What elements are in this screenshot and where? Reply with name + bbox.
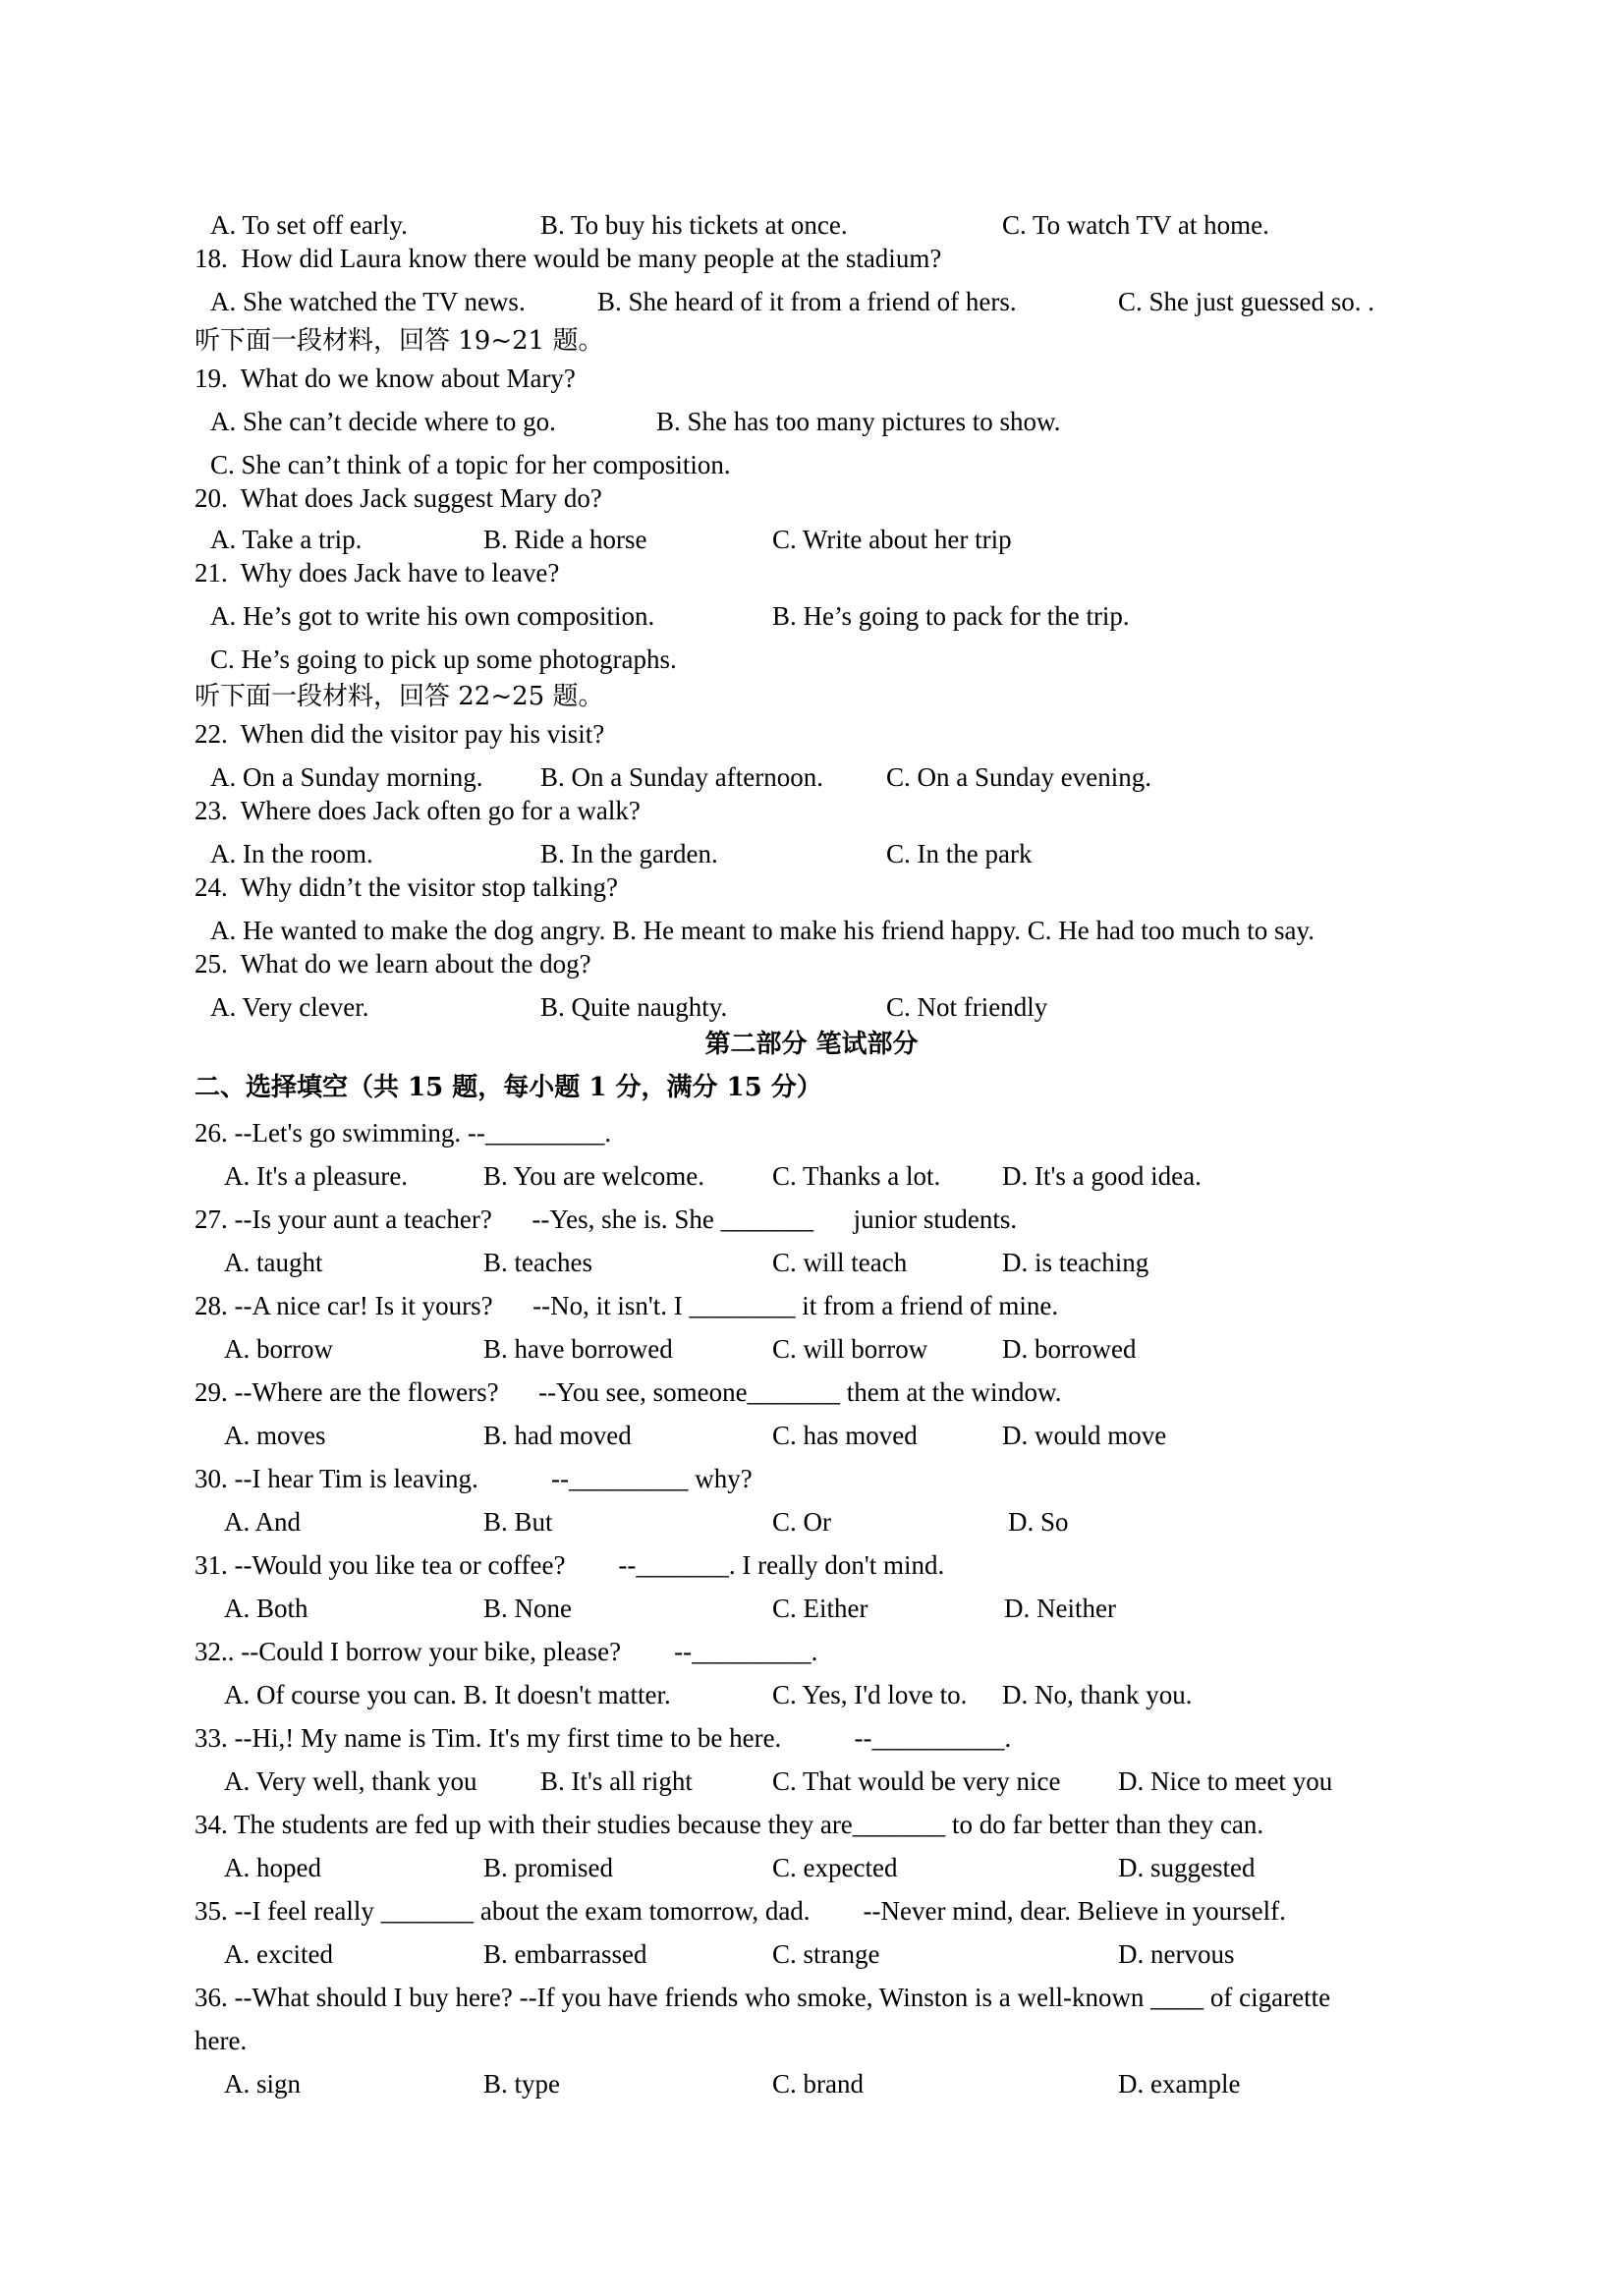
q21-option-b: B. He’s going to pack for the trip.: [772, 601, 1130, 631]
q18-option-a: A. She watched the TV news.: [210, 287, 526, 316]
q36-stem: 36. --What should I buy here? --If you have friends who smoke, Winston is a well-known ____ of cigarette: [195, 1983, 1331, 2012]
q34-option-d: D. suggested: [1118, 1853, 1256, 1882]
q26-option-a: A. It's a pleasure.: [224, 1161, 409, 1191]
q25-option-b: B. Quite naughty.: [540, 992, 728, 1022]
q17-option-b: B. To buy his tickets at once.: [540, 210, 848, 240]
q29-option-c: C. has moved: [772, 1421, 918, 1450]
q34-option-b: B. promised: [483, 1853, 613, 1882]
q29-option-d: D. would move: [1002, 1421, 1167, 1450]
section-19-21-instruction: 听下面一段材料，回答 19~21 题。: [195, 326, 604, 356]
q22-option-c: C. On a Sunday evening.: [886, 762, 1151, 792]
q35-stem: 35. --I feel really _______ about the exam tomorrow, dad. --Never mind, dear. Believe in yourself.: [195, 1896, 1286, 1926]
q27-stem: 27. --Is your aunt a teacher? --Yes, she is. She _______ junior students.: [195, 1204, 1018, 1234]
q31-stem: 31. --Would you like tea or coffee? --_______. I really don't mind.: [195, 1550, 945, 1580]
q26-option-d: D. It's a good idea.: [1002, 1161, 1202, 1191]
q35-option-a: A. excited: [224, 1939, 333, 1969]
q28-option-c: C. will borrow: [772, 1334, 928, 1364]
q36-option-b: B. type: [483, 2069, 560, 2099]
q20-option-c: C. Write about her trip: [772, 525, 1012, 554]
q26-stem: 26. --Let's go swimming. --_________.: [195, 1118, 612, 1148]
q26-option-c: C. Thanks a lot.: [772, 1161, 941, 1191]
q31-option-a: A. Both: [224, 1594, 308, 1623]
q30-option-a: A. And: [224, 1507, 302, 1537]
q21-stem: 21. Why does Jack have to leave?: [195, 558, 560, 588]
q27-option-a: A. taught: [224, 1248, 323, 1277]
q25-option-c: C. Not friendly: [886, 992, 1048, 1022]
q33-option-a: A. Very well, thank you: [224, 1766, 477, 1796]
q24-options: A. He wanted to make the dog angry. B. He meant to make his friend happy. C. He had too much to say.: [210, 916, 1315, 945]
q34-option-a: A. hoped: [224, 1853, 321, 1882]
q31-option-c: C. Either: [772, 1594, 868, 1623]
q28-option-a: A. borrow: [224, 1334, 333, 1364]
q30-option-c: C. Or: [772, 1507, 831, 1537]
q34-option-c: C. expected: [772, 1853, 898, 1882]
q33-option-b: B. It's all right: [540, 1766, 693, 1796]
q25-stem: 25. What do we learn about the dog?: [195, 949, 591, 979]
q19-option-c: C. She can’t think of a topic for her composition.: [210, 450, 731, 479]
q22-option-b: B. On a Sunday afternoon.: [540, 762, 823, 792]
q23-option-b: B. In the garden.: [540, 839, 718, 868]
q33-option-d: D. Nice to meet you: [1118, 1766, 1333, 1796]
q23-stem: 23. Where does Jack often go for a walk?: [195, 796, 641, 825]
q19-option-b: B. She has too many pictures to show.: [656, 407, 1061, 436]
part2-title: 第二部分 笔试部分: [704, 1030, 919, 1059]
q26-option-b: B. You are welcome.: [483, 1161, 704, 1191]
q31-option-b: B. None: [483, 1594, 572, 1623]
q36-option-c: C. brand: [772, 2069, 864, 2099]
q23-option-a: A. In the room.: [210, 839, 373, 868]
q31-option-d: D. Neither: [1004, 1594, 1116, 1623]
q21-option-c: C. He’s going to pick up some photographs.: [210, 644, 677, 674]
q18-stem: 18. How did Laura know there would be many people at the stadium?: [195, 244, 942, 273]
q20-option-a: A. Take a trip.: [210, 525, 363, 554]
q35-option-d: D. nervous: [1118, 1939, 1235, 1969]
q36-stem-continued: here.: [195, 2026, 248, 2055]
q32-option-d: D. No, thank you.: [1002, 1680, 1193, 1709]
q33-stem: 33. --Hi,! My name is Tim. It's my first time to be here. --__________.: [195, 1723, 1012, 1753]
q35-option-c: C. strange: [772, 1939, 880, 1969]
q30-option-d: D. So: [1008, 1507, 1069, 1537]
q23-option-c: C. In the park: [886, 839, 1033, 868]
q22-option-a: A. On a Sunday morning.: [210, 762, 483, 792]
q18-option-b: B. She heard of it from a friend of hers.: [597, 287, 1017, 316]
q24-stem: 24. Why didn’t the visitor stop talking?: [195, 872, 618, 902]
q34-stem: 34. The students are fed up with their studies because they are_______ to do far better than they can.: [195, 1810, 1264, 1839]
q28-stem: 28. --A nice car! Is it yours? --No, it isn't. I ________ it from a friend of mine.: [195, 1291, 1059, 1320]
q17-option-a: A. To set off early.: [210, 210, 408, 240]
q27-option-d: D. is teaching: [1002, 1248, 1149, 1277]
q25-option-a: A. Very clever.: [210, 992, 369, 1022]
q17-option-c: C. To watch TV at home.: [1002, 210, 1269, 240]
q36-option-d: D. example: [1118, 2069, 1241, 2099]
q28-option-d: D. borrowed: [1002, 1334, 1137, 1364]
q28-option-b: B. have borrowed: [483, 1334, 673, 1364]
q29-option-a: A. moves: [224, 1421, 326, 1450]
q20-option-b: B. Ride a horse: [483, 525, 647, 554]
q29-option-b: B. had moved: [483, 1421, 632, 1450]
q30-option-b: B. But: [483, 1507, 553, 1537]
q19-stem: 19. What do we know about Mary?: [195, 364, 576, 393]
q18-option-c: C. She just guessed so. .: [1118, 287, 1375, 316]
q27-option-b: B. teaches: [483, 1248, 592, 1277]
q19-option-a: A. She can’t decide where to go.: [210, 407, 556, 436]
q22-stem: 22. When did the visitor pay his visit?: [195, 719, 605, 749]
q32-option-ab: A. Of course you can. B. It doesn't matter.: [224, 1680, 671, 1709]
q32-option-c: C. Yes, I'd love to.: [772, 1680, 968, 1709]
q27-option-c: C. will teach: [772, 1248, 908, 1277]
q32-stem: 32.. --Could I borrow your bike, please? --_________.: [195, 1637, 818, 1666]
q35-option-b: B. embarrassed: [483, 1939, 647, 1969]
section2-heading: 二、选择填空（共 15 题，每小题 1 分，满分 15 分）: [195, 1073, 822, 1102]
section-22-25-instruction: 听下面一段材料，回答 22~25 题。: [195, 682, 604, 711]
q21-option-a: A. He’s got to write his own composition.: [210, 601, 655, 631]
q30-stem: 30. --I hear Tim is leaving. --_________ why?: [195, 1464, 753, 1493]
q36-option-a: A. sign: [224, 2069, 302, 2099]
q29-stem: 29. --Where are the flowers? --You see, someone_______ them at the window.: [195, 1377, 1062, 1407]
q33-option-c: C. That would be very nice: [772, 1766, 1061, 1796]
q20-stem: 20. What does Jack suggest Mary do?: [195, 483, 602, 513]
